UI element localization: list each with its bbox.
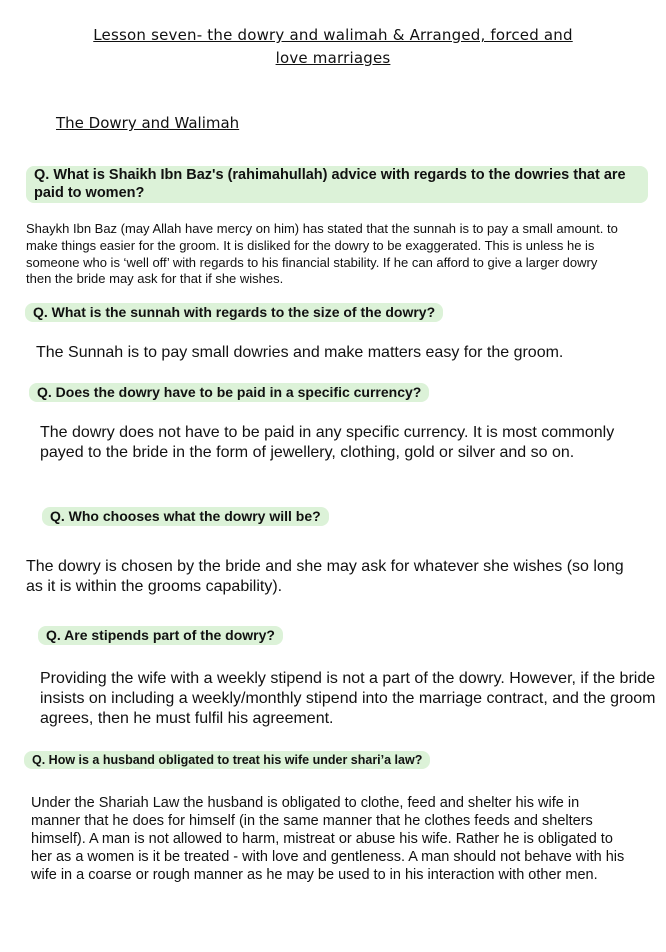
title-line-1: Lesson seven- the dowry and walimah & Arranged, forced and — [93, 26, 573, 44]
question-1: Q. What is Shaikh Ibn Baz's (rahimahullah) advice with regards to the dowries that are paid to women? — [26, 166, 648, 203]
answer-4: The dowry is chosen by the bride and she may ask for whatever she wishes (so long as it is within the grooms capability). — [26, 558, 624, 595]
answer-3: The dowry does not have to be paid in any specific currency. It is most commonly payed to the bride in the form of jewellery, clothing, gold or silver and so on. — [40, 424, 615, 461]
answer-5: Providing the wife with a weekly stipend is not a part of the dowry. However, if the bride insists on including a weekly/monthly stipend into the marriage contract, and the groom agrees, then he must fulfil his agreement. — [40, 670, 656, 727]
answer-6: Under the Shariah Law the husband is obligated to clothe, feed and shelter his wife in manner that he does for himself (in the same manner that he clothes feeds and shelters himself). A man is not allowed to harm, mistreat or abuse his wife. Rather he is obligated to her as a women is it be treated - with love and gentleness. A man should not behave with his wife in a coarse or rough manner as he may be used to in his interaction with other men. — [31, 795, 625, 883]
question-4: Q. Who chooses what the dowry will be? — [42, 507, 329, 526]
section-heading: The Dowry and Walimah — [56, 114, 240, 132]
title-line-2: love marriages — [275, 49, 391, 67]
answer-2: The Sunnah is to pay small dowries and make matters easy for the groom. — [36, 344, 564, 361]
question-3: Q. Does the dowry have to be paid in a specific currency? — [29, 383, 429, 402]
question-5: Q. Are stipends part of the dowry? — [38, 626, 283, 645]
answer-1: Shaykh Ibn Baz (may Allah have mercy on him) has stated that the sunnah is to pay a small amount. to make things easier for the groom. It is disliked for the dowry to be exaggerated. This is unless he is someone who is ‘well off’ with regards to his financial stability. If he can afford to give a larger dowry then the bride may ask for that if she wishes. — [26, 221, 618, 287]
question-2: Q. What is the sunnah with regards to the size of the dowry? — [25, 303, 443, 322]
question-6: Q. How is a husband obligated to treat his wife under shari’a law? — [24, 751, 430, 769]
document-title — [0, 24, 666, 70]
